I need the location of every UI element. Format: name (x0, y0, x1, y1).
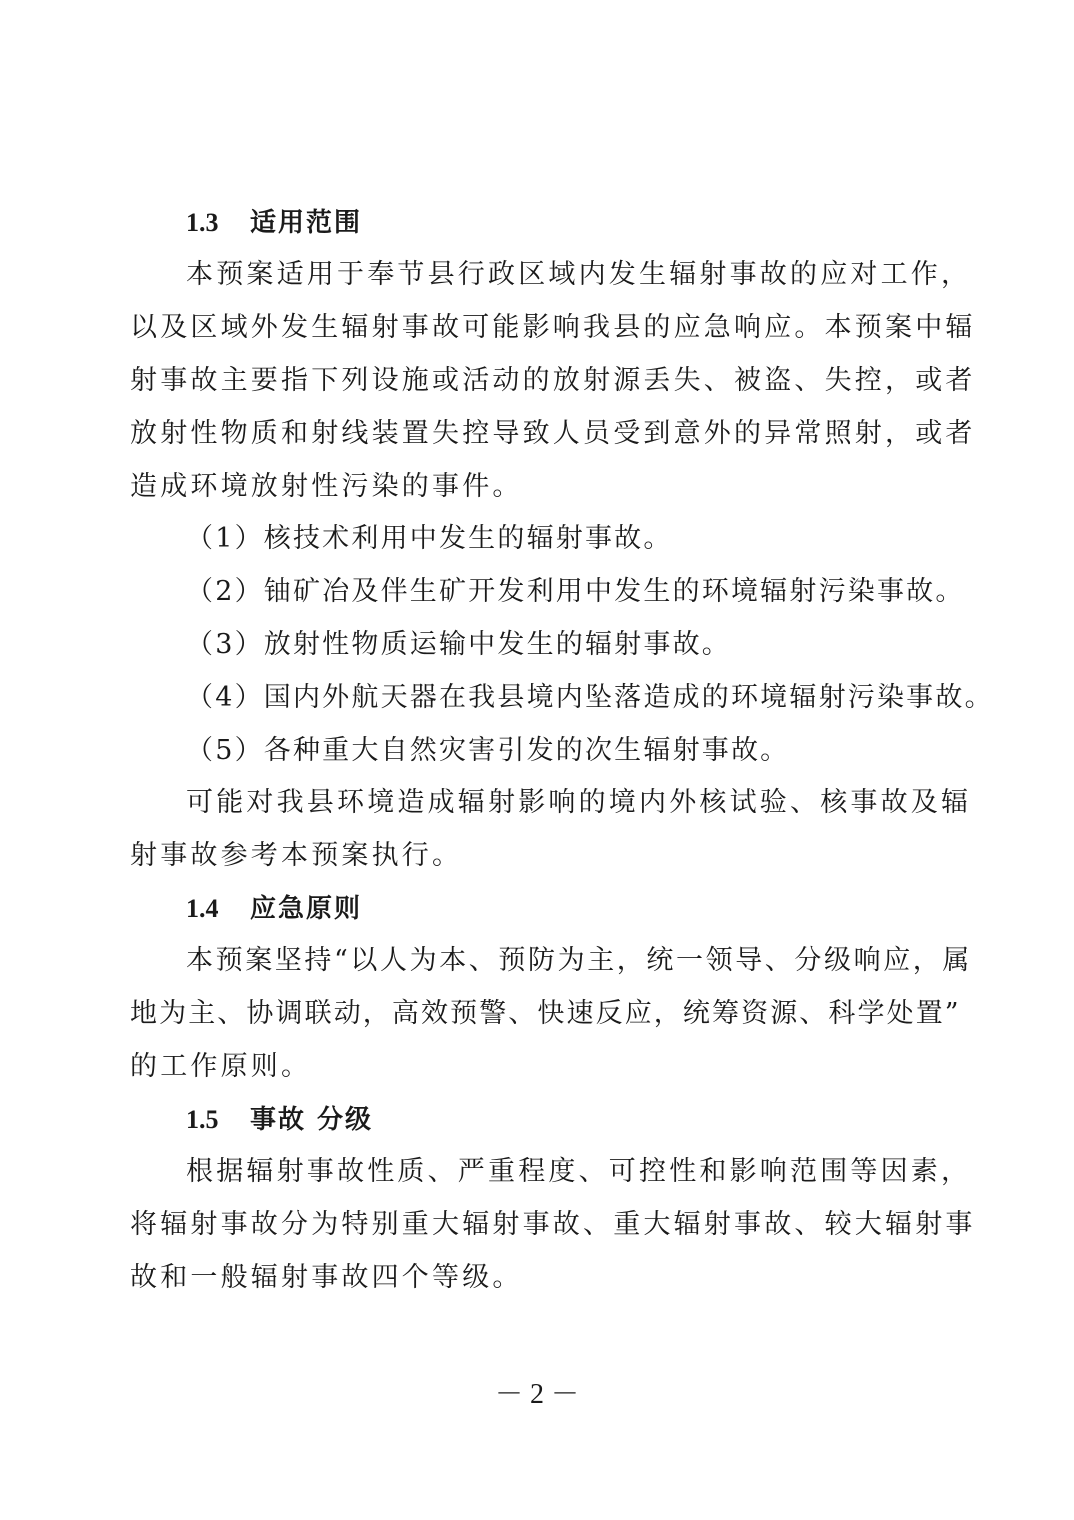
paragraph-line: 射事故参考本预案执行。 (130, 840, 463, 871)
section-title: 应急原则 (250, 894, 363, 924)
list-item: （2）铀矿冶及伴生矿开发利用中发生的环境辐射污染事故。 (186, 576, 965, 607)
paragraph-line: 故和一般辐射事故四个等级。 (130, 1262, 523, 1293)
list-item: （4）国内外航天器在我县境内坠落造成的环境辐射污染事故。 (186, 682, 994, 713)
section-heading-1-5 (186, 1103, 373, 1137)
paragraph-line: 本预案坚持“以人为本、预防为主，统一领导、分级响应，属 (186, 945, 973, 976)
paragraph-line: 本预案适用于奉节县行政区域内发生辐射事故的应对工作， (186, 259, 972, 290)
paragraph-line: 的工作原则。 (130, 1051, 312, 1082)
section-heading-1-4 (186, 892, 362, 926)
section-title: 适用范围 (250, 208, 363, 238)
list-item: （1）核技术利用中发生的辐射事故。 (186, 523, 673, 554)
page-number: － 2 － (494, 1379, 579, 1410)
list-item: （5）各种重大自然灾害引发的次生辐射事故。 (186, 735, 790, 766)
paragraph-line: 地为主、协调联动，高效预警、快速反应，统筹资源、科学处置” (130, 998, 961, 1029)
paragraph-line: 以及区域外发生辐射事故可能影响我县的应急响应。本预案中辐 (130, 312, 976, 343)
paragraph-line: 将辐射事故分为特别重大辐射事故、重大辐射事故、较大辐射事 (130, 1209, 976, 1240)
section-number: 1.3 (186, 208, 219, 237)
paragraph-line: 射事故主要指下列设施或活动的放射源丢失、被盗、失控，或者 (130, 365, 976, 396)
section-heading-1-3 (186, 206, 362, 240)
list-item: （3）放射性物质运输中发生的辐射事故。 (186, 629, 731, 660)
paragraph-line: 造成环境放射性污染的事件。 (130, 471, 523, 502)
paragraph-line: 放射性物质和射线装置失控导致人员受到意外的异常照射，或者 (130, 418, 976, 449)
section-number: 1.4 (186, 894, 219, 923)
paragraph-line: 可能对我县环境造成辐射影响的境内外核试验、核事故及辐 (186, 787, 972, 818)
section-number: 1.5 (186, 1105, 219, 1134)
section-title: 事故 分级 (250, 1105, 374, 1135)
paragraph-line: 根据辐射事故性质、严重程度、可控性和影响范围等因素， (186, 1156, 972, 1187)
